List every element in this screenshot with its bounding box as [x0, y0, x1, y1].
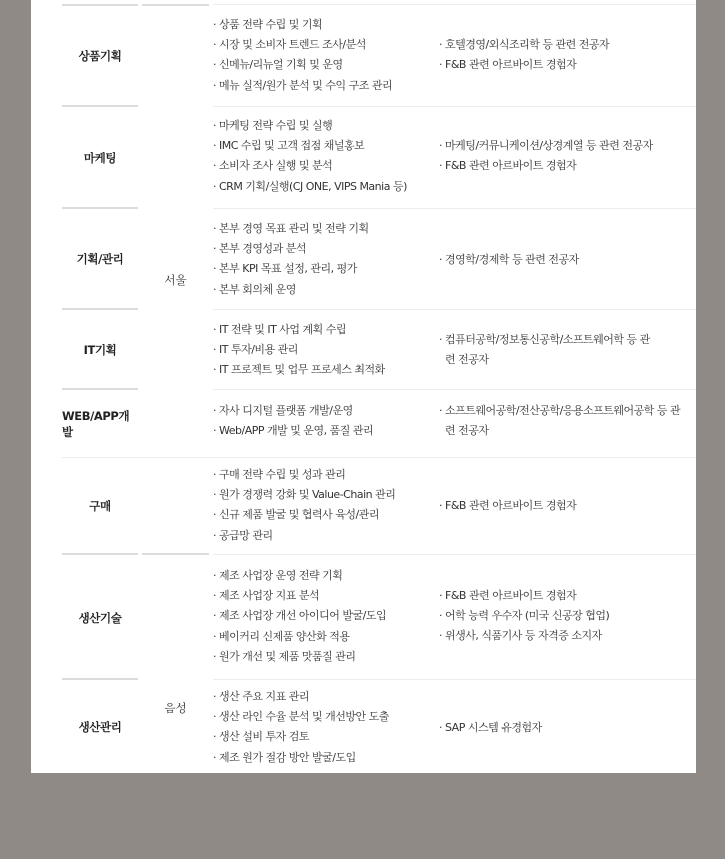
- job-row-production-management: [31, 680, 696, 773]
- duty-item: · 본부 KPI 목표 설정, 관리, 평가: [213, 259, 438, 279]
- duty-item: · 제조 원가 절감 방안 발굴/도입: [213, 748, 438, 768]
- job-category-name: 생산기술: [78, 610, 122, 625]
- duty-item: · 시장 및 소비자 트렌드 조사/분석: [213, 35, 438, 55]
- duty-item: · 생산 라인 수율 분석 및 개선방안 도출: [213, 707, 438, 727]
- job-requirements-list: [439, 718, 696, 738]
- duty-item: · 상품 전략 수립 및 기획: [213, 15, 438, 35]
- duty-item: · 본부 경영성과 분석: [213, 239, 438, 259]
- location-eumseong: 음성: [164, 700, 187, 715]
- job-category-name: 상품기획: [78, 49, 122, 63]
- requirement-item: · 위생사, 식품기사 등 자격증 소지자: [439, 626, 696, 646]
- duty-item: · 자사 디지털 플랫폼 개발/운영: [213, 401, 438, 421]
- row-divider: [213, 554, 696, 555]
- requirement-item: · 어학 능력 우수자 (미국 신공장 협업): [439, 606, 696, 626]
- requirement-item: · F&B 관련 아르바이트 경험자: [439, 586, 696, 606]
- job-duties-list: [213, 687, 438, 768]
- job-requirements-list: [439, 401, 689, 441]
- job-row-marketing: [31, 107, 696, 208]
- job-table: [31, 0, 696, 773]
- job-row-purchasing: [31, 458, 696, 554]
- duty-item: · 신메뉴/리뉴얼 기획 및 운영: [213, 55, 438, 75]
- bullet: ·: [439, 333, 442, 346]
- requirement-item: · F&B 관련 아르바이트 경험자: [439, 156, 696, 176]
- duty-item: · 생산 주요 지표 관리: [213, 687, 438, 707]
- job-duties-list: [213, 320, 438, 381]
- job-row-planning-management: [31, 209, 696, 309]
- duty-item: · IMC 수립 및 고객 접점 채널홍보: [213, 136, 438, 156]
- duty-item: · 마케팅 전략 수립 및 실행: [213, 116, 438, 136]
- job-category-name: IT기획: [83, 342, 117, 357]
- duty-item: · IT 프로젝트 및 업무 프로세스 최적화: [213, 360, 438, 380]
- duty-item: · 소비자 조사 실행 및 분석: [213, 156, 438, 176]
- duty-item: · 원가 개선 및 제품 맛품질 관리: [213, 647, 438, 667]
- job-duties-list: [213, 116, 438, 197]
- job-requirements-list: [439, 35, 696, 75]
- row-divider: [62, 553, 138, 555]
- requirement-item: · 경영학/경제학 등 관련 전공자: [439, 250, 696, 270]
- job-requirements-list: [439, 330, 657, 370]
- job-requirements-list: [439, 496, 696, 516]
- location-divider: [142, 553, 209, 555]
- job-row-it-planning: [31, 310, 696, 389]
- bullet: ·: [439, 404, 442, 417]
- requirement-item: [439, 401, 689, 441]
- job-category-name: 기획/관리: [76, 252, 124, 266]
- row-top-border: [213, 4, 696, 5]
- duty-item: · 베이커리 신제품 양산화 적용: [213, 627, 438, 647]
- duty-item: · 메뉴 실적/원가 분석 및 수익 구조 관리: [213, 76, 438, 96]
- requirement-item: · SAP 시스템 유경험자: [439, 718, 696, 738]
- job-row-web-app-development: [31, 390, 696, 457]
- duty-item: · 생산 설비 투자 검토: [213, 727, 438, 747]
- job-duties-list: [213, 219, 438, 300]
- requirement-item: · F&B 관련 아르바이트 경험자: [439, 55, 696, 75]
- job-category-name: 마케팅: [83, 150, 117, 165]
- duty-item: · 구매 전략 수립 및 성과 관리: [213, 465, 438, 485]
- job-duties-list: [213, 566, 438, 667]
- requirement-item: · F&B 관련 아르바이트 경험자: [439, 496, 696, 516]
- duty-item: · 본부 회의체 운영: [213, 280, 438, 300]
- requirement-item: · 호텔경영/외식조리학 등 관련 전공자: [439, 35, 696, 55]
- duty-item: · IT 전략 및 IT 사업 계획 수립: [213, 320, 438, 340]
- duty-item: · CRM 기획/실행(CJ ONE, VIPS Mania 등): [213, 177, 438, 197]
- duty-item: · 제조 사업장 개선 아이디어 발굴/도입: [213, 606, 438, 626]
- duty-item: · 공급망 관리: [213, 526, 438, 546]
- job-duties-list: [213, 15, 438, 96]
- requirement-text: 컴퓨터공학/정보통신공학/소프트웨어학 등 관련 전공자: [445, 333, 650, 367]
- duty-item: · 제조 사업장 지표 분석: [213, 586, 438, 606]
- duty-item: · 신규 제품 발굴 및 협력사 육성/관리: [213, 505, 438, 525]
- job-requirements-list: [439, 250, 696, 270]
- duty-item: · 제조 사업장 운영 전략 기획: [213, 566, 438, 586]
- job-category-name: 생산관리: [78, 719, 122, 734]
- job-row-product-planning: [31, 6, 696, 106]
- duty-item: · 원가 경쟁력 강화 및 Value-Chain 관리: [213, 485, 438, 505]
- job-category-name: 구매: [89, 499, 111, 513]
- duty-item: · IT 투자/비용 관리: [213, 340, 438, 360]
- job-category-name: WEB/APP개발: [62, 408, 130, 439]
- job-duties-list: [213, 401, 438, 441]
- job-requirements-list: [439, 136, 696, 176]
- location-seoul: 서울: [164, 273, 187, 287]
- requirement-item: · 마케팅/커뮤니케이션/상경계열 등 관련 전공자: [439, 136, 696, 156]
- job-row-production-technology: [31, 556, 696, 679]
- job-requirements-list: [439, 586, 696, 647]
- job-duties-list: [213, 465, 438, 546]
- requirement-item: [439, 330, 657, 370]
- duty-item: · 본부 경영 목표 관리 및 전략 기획: [213, 219, 438, 239]
- duty-item: · Web/APP 개발 및 운영, 품질 관리: [213, 421, 438, 441]
- requirement-text: 소프트웨어공학/전산공학/응용소프트웨어공학 등 관련 전공자: [445, 404, 681, 438]
